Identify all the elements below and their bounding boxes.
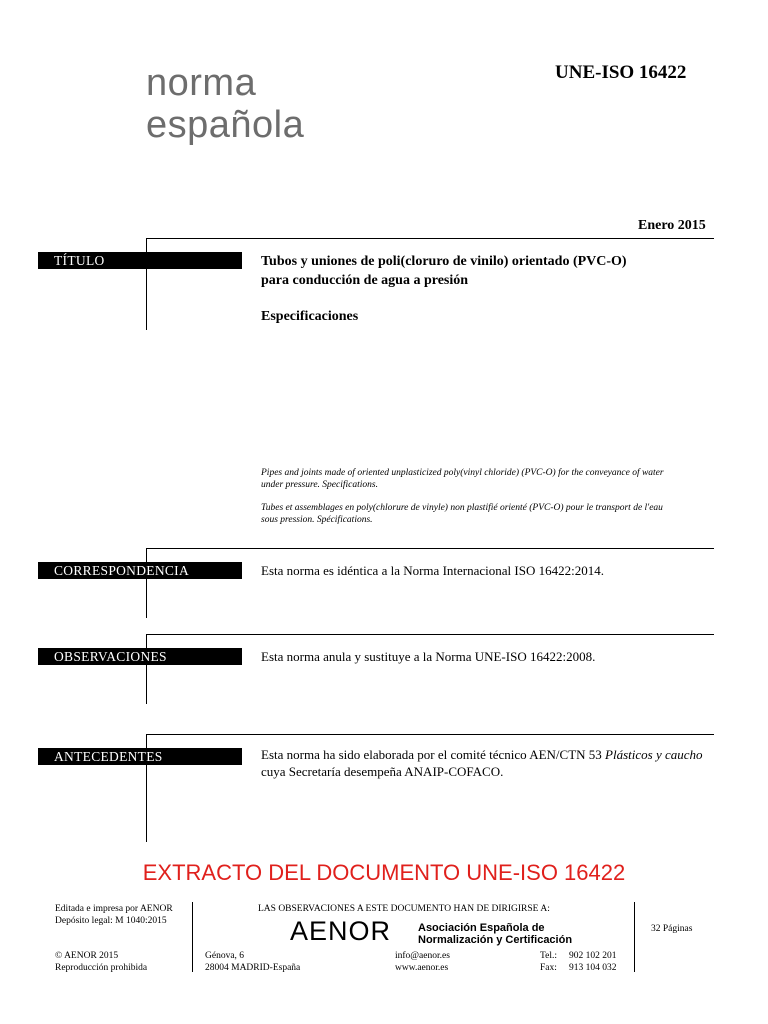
extract-watermark: EXTRACTO DEL DOCUMENTO UNE-ISO 16422: [142, 860, 626, 885]
aenor-name-line-2: Normalización y Certificación: [418, 934, 573, 946]
titulo-label: TÍTULO: [38, 252, 242, 269]
section-divider-vertical: [146, 634, 147, 704]
correspondencia-text: Esta norma es idéntica a la Norma Internacional ISO 16422:2014.: [261, 563, 604, 578]
section-divider-horizontal: [146, 634, 714, 635]
footer-reproduction: Reproducción prohibida: [55, 963, 148, 973]
standard-code: UNE-ISO 16422: [555, 62, 687, 83]
antecedentes-text-line-1: [261, 746, 714, 763]
footer-divider-left: [192, 902, 193, 972]
title-line-2: para conducción de agua a presión: [261, 273, 469, 288]
page-count: 32 Páginas: [651, 924, 693, 934]
footer-legal-deposit: Depósito legal: M 1040:2015: [55, 916, 167, 926]
english-title-line-1: Pipes and joints made of oriented unplasticized poly(vinyl chloride) (PVC-O) for the conveyance of water: [261, 468, 664, 478]
aenor-logo: AENOR: [290, 916, 392, 946]
footer-edited-by: Editada e impresa por AENOR: [55, 904, 173, 914]
title-subtitle: Especificaciones: [261, 309, 359, 324]
observaciones-label: OBSERVACIONES: [38, 648, 242, 665]
footer-copyright: © AENOR 2015: [55, 951, 119, 961]
tel-label: Tel.:: [540, 951, 558, 961]
french-title-line-2: sous pression. Spécifications.: [261, 515, 373, 525]
footer-divider-right: [634, 902, 635, 972]
antecedentes-text-line-2: cuya Secretaría desempeña ANAIP-COFACO.: [261, 764, 504, 779]
fax-label: Fax:: [540, 963, 557, 973]
brand-espanola: española: [146, 104, 305, 146]
footer-observations-heading: LAS OBSERVACIONES A ESTE DOCUMENTO HAN DE DIRIGIRSE A:: [258, 904, 550, 914]
section-divider-horizontal: [146, 548, 714, 549]
publication-date: Enero 2015: [638, 218, 706, 233]
correspondencia-label: CORRESPONDENCIA: [38, 562, 242, 579]
tel-value: 902 102 201: [569, 951, 617, 961]
antecedentes-text-italic: Plásticos y caucho: [605, 747, 703, 762]
french-title-line-1: Tubes et assemblages en poly(chlorure de vinyle) non plastifié orienté (PVC-O) pour le transport de l'eau: [261, 503, 663, 513]
english-title-line-2: under pressure. Specifications.: [261, 480, 378, 490]
brand-norma: norma: [146, 62, 257, 104]
antecedentes-text-prefix: Esta norma ha sido elaborada por el comité técnico AEN/CTN 53: [261, 747, 606, 762]
aenor-name-line-1: Asociación Española de: [418, 922, 545, 934]
contact-website: www.aenor.es: [395, 963, 449, 973]
address-line-2: 28004 MADRID-España: [205, 963, 301, 973]
fax-value: 913 104 032: [569, 963, 617, 973]
section-divider-horizontal: [146, 734, 714, 735]
section-divider-vertical: [146, 548, 147, 618]
section-divider-horizontal: [146, 238, 714, 239]
title-line-1: Tubos y uniones de poli(cloruro de vinilo) orientado (PVC-O): [261, 254, 627, 269]
address-line-1: Génova, 6: [205, 951, 245, 961]
contact-email: info@aenor.es: [395, 951, 450, 961]
antecedentes-label: ANTECEDENTES: [38, 748, 242, 765]
observaciones-text: Esta norma anula y sustituye a la Norma UNE-ISO 16422:2008.: [261, 649, 596, 664]
